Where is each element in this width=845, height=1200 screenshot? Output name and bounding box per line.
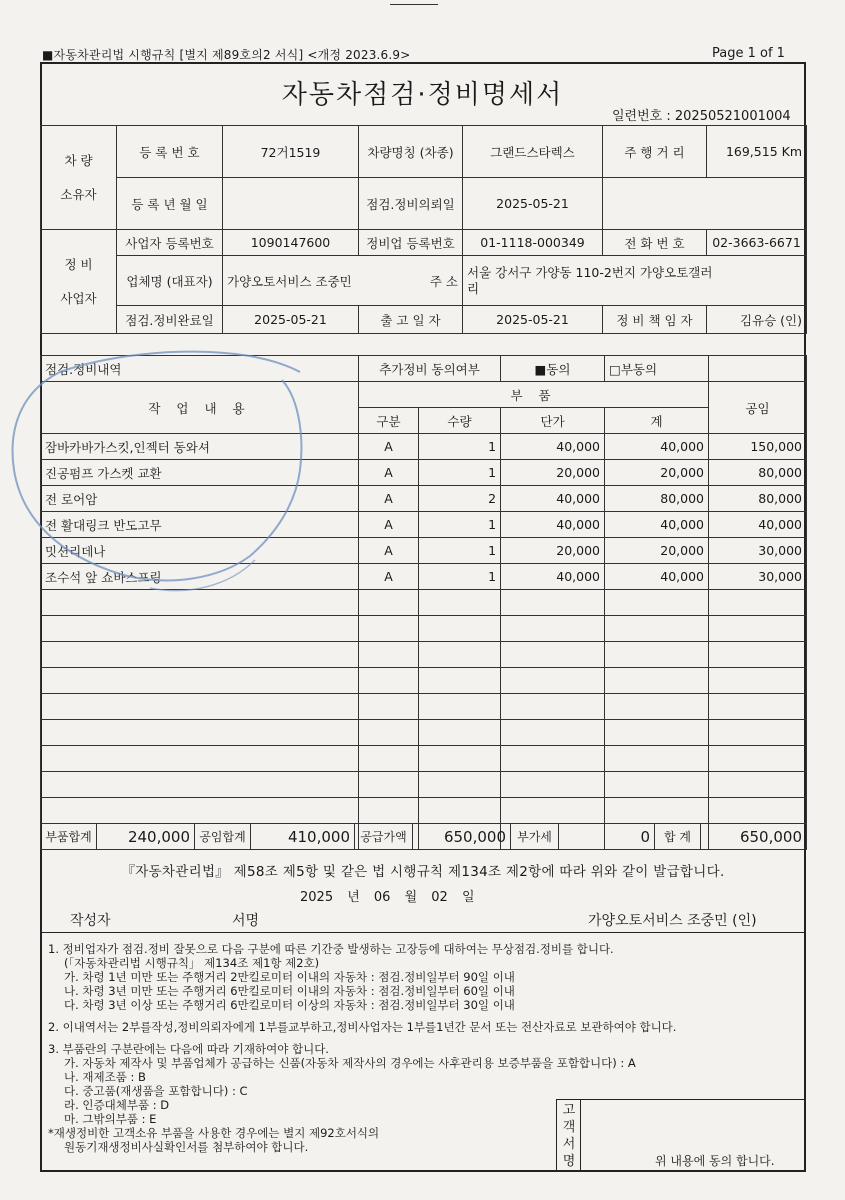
type-cell: A xyxy=(359,460,419,486)
type-cell xyxy=(359,668,419,694)
info-table xyxy=(40,125,807,334)
labor-cell xyxy=(709,668,807,694)
price-cell: 40,000 xyxy=(501,434,605,460)
work-row xyxy=(41,486,807,512)
biz-no-value: 1090147600 xyxy=(223,230,359,256)
qty-cell xyxy=(419,746,501,772)
address-value: 서울 강서구 가양동 110-2번지 가양오토갤러 리 xyxy=(463,256,807,306)
work-row xyxy=(41,512,807,538)
job-cell xyxy=(41,798,359,824)
note-line: 2. 이내역서는 2부를작성,정비의뢰자에게 1부를교부하고,정비사업자는 1부를1년간 문서 또는 전산자료로 보관하여야 합니다. xyxy=(48,1020,677,1034)
qty-cell xyxy=(419,798,501,824)
qty-cell: 2 xyxy=(419,486,501,512)
job-cell xyxy=(41,668,359,694)
work-row xyxy=(41,460,807,486)
serial-number: 일련번호 : 20250521001004 xyxy=(612,109,791,124)
blank-cell xyxy=(709,356,807,382)
total-cell xyxy=(605,772,709,798)
reg-no-label: 등 록 번 호 xyxy=(117,126,223,178)
qty-cell xyxy=(419,668,501,694)
total-cell: 20,000 xyxy=(605,538,709,564)
type-cell xyxy=(359,694,419,720)
parts-total-label: 부품합계 xyxy=(41,824,97,850)
biz-no-label: 사업자 등록번호 xyxy=(117,230,223,256)
regulation-header: ■자동차관리법 시행규칙 [별지 제89호의2 서식] <개정 2023.6.9> xyxy=(42,48,411,62)
writer-label: 작성자 xyxy=(70,913,111,929)
total-cell xyxy=(605,668,709,694)
qty-cell xyxy=(419,720,501,746)
note-spacer xyxy=(48,1034,808,1042)
total-cell: 40,000 xyxy=(605,564,709,590)
job-cell: 전 활대링크 반도고무 xyxy=(41,512,359,538)
total-cell xyxy=(605,746,709,772)
price-cell: 40,000 xyxy=(501,564,605,590)
manager-value: 김유승 (인) xyxy=(707,306,807,334)
divider xyxy=(40,932,806,933)
type-header: 구분 xyxy=(359,408,419,434)
price-cell: 20,000 xyxy=(501,460,605,486)
page-indicator: Page 1 of 1 xyxy=(712,46,785,61)
job-cell xyxy=(41,642,359,668)
job-cell xyxy=(41,616,359,642)
qty-cell: 1 xyxy=(419,512,501,538)
note-line: (「자동차관리법 시행규칙」 제134조 제1항 제2호) xyxy=(64,956,320,970)
work-section-label: 점검.정비내역 xyxy=(41,356,359,382)
blank-cell xyxy=(603,178,807,230)
price-cell: 40,000 xyxy=(501,512,605,538)
price-cell: 20,000 xyxy=(501,538,605,564)
labor-cell: 80,000 xyxy=(709,486,807,512)
job-cell: 잠바카바가스킷,인젝터 동와셔 xyxy=(41,434,359,460)
request-date-label: 점검.정비의뢰일 xyxy=(359,178,463,230)
price-cell xyxy=(501,746,605,772)
note-line: 1. 정비업자가 점검.정비 잘못으로 다음 구분에 따른 기간중 발생하는 고장등에 대하여는 무상점검.정비를 합니다. xyxy=(48,942,614,956)
job-header: 작 업 내 용 xyxy=(41,382,359,434)
owner-section-label: 차 량 소유자 xyxy=(41,126,117,230)
work-row xyxy=(41,798,807,824)
mileage-label: 주 행 거 리 xyxy=(603,126,707,178)
note-line: 나. 재제조품 : B xyxy=(64,1070,146,1084)
model-label: 차량명칭 (차종) xyxy=(359,126,463,178)
declaration-text: 『자동차관리법』 제58조 제5항 및 같은 법 시행규칙 제134조 제2항에 따라 위와 같이 발급합니다. xyxy=(121,864,725,880)
type-cell xyxy=(359,772,419,798)
qty-cell: 1 xyxy=(419,538,501,564)
supply-value: 650,000 xyxy=(413,824,511,850)
sum-label: 합 계 xyxy=(655,824,701,850)
price-cell xyxy=(501,668,605,694)
job-cell xyxy=(41,590,359,616)
issue-date: 2025 년 06 월 02 일 xyxy=(300,890,475,905)
note-line: 다. 중고품(재생품을 포함합니다) : C xyxy=(64,1084,248,1098)
labor-cell: 40,000 xyxy=(709,512,807,538)
mileage-value: 169,515 Km xyxy=(707,126,807,178)
labor-cell xyxy=(709,720,807,746)
job-cell: 진공펌프 가스켓 교환 xyxy=(41,460,359,486)
note-line: *재생정비한 고객소유 부품을 사용한 경우에는 별지 제92호서식의 xyxy=(48,1126,380,1140)
work-rows xyxy=(41,434,807,850)
labor-cell: 80,000 xyxy=(709,460,807,486)
work-row xyxy=(41,746,807,772)
shop-section-label: 정 비 사업자 xyxy=(41,230,117,334)
note-line: 나. 차령 3년 미만 또는 주행거리 6만킬로미터 이내의 자동차 : 점검.정비일부터 60일 이내 xyxy=(64,984,515,998)
type-cell: A xyxy=(359,486,419,512)
labor-total-value: 410,000 xyxy=(251,824,355,850)
total-cell: 40,000 xyxy=(605,512,709,538)
note-spacer xyxy=(48,1012,808,1020)
vat-value: 0 xyxy=(559,824,655,850)
sum-value: 650,000 xyxy=(701,824,807,850)
model-value: 그랜드스타렉스 xyxy=(463,126,603,178)
qty-cell: 1 xyxy=(419,460,501,486)
complete-date-label: 점검.정비완료일 xyxy=(117,306,223,334)
reg-date-label: 등 록 년 월 일 xyxy=(117,178,223,230)
qty-cell xyxy=(419,590,501,616)
labor-cell xyxy=(709,798,807,824)
job-cell xyxy=(41,746,359,772)
work-row xyxy=(41,720,807,746)
qty-cell xyxy=(419,616,501,642)
price-header: 단가 xyxy=(501,408,605,434)
price-cell xyxy=(501,590,605,616)
consent-yes: ■동의 xyxy=(501,356,605,382)
total-cell xyxy=(605,616,709,642)
total-cell xyxy=(605,642,709,668)
total-cell: 40,000 xyxy=(605,434,709,460)
manager-label: 정 비 책 임 자 xyxy=(603,306,707,334)
supply-label: 공급가액 xyxy=(355,824,413,850)
price-cell xyxy=(501,694,605,720)
work-row xyxy=(41,538,807,564)
job-cell xyxy=(41,772,359,798)
consent-label: 추가정비 동의여부 xyxy=(359,356,501,382)
note-line: 가. 차령 1년 미만 또는 주행거리 2만킬로미터 이내의 자동차 : 점검.정비일부터 90일 이내 xyxy=(64,970,515,984)
release-date-label: 출 고 일 자 xyxy=(359,306,463,334)
type-cell: A xyxy=(359,564,419,590)
work-row xyxy=(41,668,807,694)
work-row xyxy=(41,642,807,668)
total-cell xyxy=(605,798,709,824)
reg-no-value: 72거1519 xyxy=(223,126,359,178)
customer-box-divider xyxy=(580,1099,581,1172)
parts-total-value: 240,000 xyxy=(97,824,195,850)
price-cell xyxy=(501,798,605,824)
company-value: 가양오토서비스 조중민 xyxy=(227,273,352,289)
type-cell xyxy=(359,616,419,642)
type-cell xyxy=(359,720,419,746)
qty-cell xyxy=(419,772,501,798)
note-line: 다. 차령 3년 이상 또는 주행거리 6만킬로미터 이상의 자동차 : 점검.정비일부터 30일 이내 xyxy=(64,998,515,1012)
work-row xyxy=(41,694,807,720)
top-edge-mark xyxy=(390,4,438,8)
price-cell xyxy=(501,616,605,642)
issuer-name: 가양오토서비스 조중민 (인) xyxy=(588,913,757,929)
qty-cell xyxy=(419,694,501,720)
shop-reg-label: 정비업 등록번호 xyxy=(359,230,463,256)
note-line: 원동기재생정비사실확인서를 첨부하여야 합니다. xyxy=(64,1140,309,1154)
total-cell xyxy=(605,720,709,746)
type-cell: A xyxy=(359,434,419,460)
job-cell: 조수석 앞 쇼바스프링 xyxy=(41,564,359,590)
company-label: 업체명 (대표자) xyxy=(117,256,223,306)
type-cell xyxy=(359,590,419,616)
qty-cell: 1 xyxy=(419,564,501,590)
phone-value: 02-3663-6671 xyxy=(707,230,807,256)
labor-cell: 30,000 xyxy=(709,564,807,590)
job-cell xyxy=(41,720,359,746)
qty-header: 수량 xyxy=(419,408,501,434)
work-row xyxy=(41,434,807,460)
consent-no: □부동의 xyxy=(605,356,709,382)
type-cell xyxy=(359,746,419,772)
document-title: 자동차점검·정비명세서 xyxy=(281,80,564,110)
company-cell xyxy=(223,256,463,306)
customer-agree-text: 위 내용에 동의 합니다. xyxy=(655,1154,775,1168)
note-line: 가. 자동차 제작사 및 부품업체가 공급하는 신품(자동차 제작사의 경우에는 사후관리용 보증부품을 포함합니다) : A xyxy=(64,1056,636,1070)
labor-cell xyxy=(709,746,807,772)
address-label: 주 소 xyxy=(429,273,458,289)
work-table xyxy=(40,355,807,850)
labor-cell xyxy=(709,694,807,720)
labor-cell xyxy=(709,616,807,642)
type-cell: A xyxy=(359,512,419,538)
job-cell xyxy=(41,694,359,720)
labor-total-label: 공임합계 xyxy=(195,824,251,850)
note-line: 마. 그밖의부품 : E xyxy=(64,1112,157,1126)
labor-cell: 150,000 xyxy=(709,434,807,460)
job-cell: 밋션리데나 xyxy=(41,538,359,564)
labor-cell xyxy=(709,590,807,616)
labor-cell xyxy=(709,772,807,798)
release-date-value: 2025-05-21 xyxy=(463,306,603,334)
job-cell: 전 로어암 xyxy=(41,486,359,512)
work-row xyxy=(41,564,807,590)
labor-cell: 30,000 xyxy=(709,538,807,564)
request-date-value: 2025-05-21 xyxy=(463,178,603,230)
type-cell xyxy=(359,798,419,824)
customer-sign-label: 고객서명 xyxy=(562,1103,576,1169)
note-line: 라. 인증대체부품 : D xyxy=(64,1098,170,1112)
qty-cell xyxy=(419,642,501,668)
work-row xyxy=(41,616,807,642)
labor-cell xyxy=(709,642,807,668)
labor-header: 공임 xyxy=(709,382,807,434)
total-cell: 20,000 xyxy=(605,460,709,486)
phone-label: 전 화 번 호 xyxy=(603,230,707,256)
total-header: 계 xyxy=(605,408,709,434)
total-cell xyxy=(605,590,709,616)
reg-date-value xyxy=(223,178,359,230)
work-row xyxy=(41,772,807,798)
price-cell: 40,000 xyxy=(501,486,605,512)
price-cell xyxy=(501,720,605,746)
total-cell xyxy=(605,694,709,720)
vat-label: 부가세 xyxy=(511,824,559,850)
qty-cell: 1 xyxy=(419,434,501,460)
sign-label: 서명 xyxy=(232,913,260,929)
type-cell: A xyxy=(359,538,419,564)
price-cell xyxy=(501,642,605,668)
total-cell: 80,000 xyxy=(605,486,709,512)
price-cell xyxy=(501,772,605,798)
shop-reg-value: 01-1118-000349 xyxy=(463,230,603,256)
totals-table xyxy=(40,823,807,850)
note-line: 3. 부품란의 구분란에는 다음에 따라 기재하여야 합니다. xyxy=(48,1042,329,1056)
parts-header: 부 품 xyxy=(359,382,709,408)
complete-date-value: 2025-05-21 xyxy=(223,306,359,334)
work-row xyxy=(41,590,807,616)
type-cell xyxy=(359,642,419,668)
